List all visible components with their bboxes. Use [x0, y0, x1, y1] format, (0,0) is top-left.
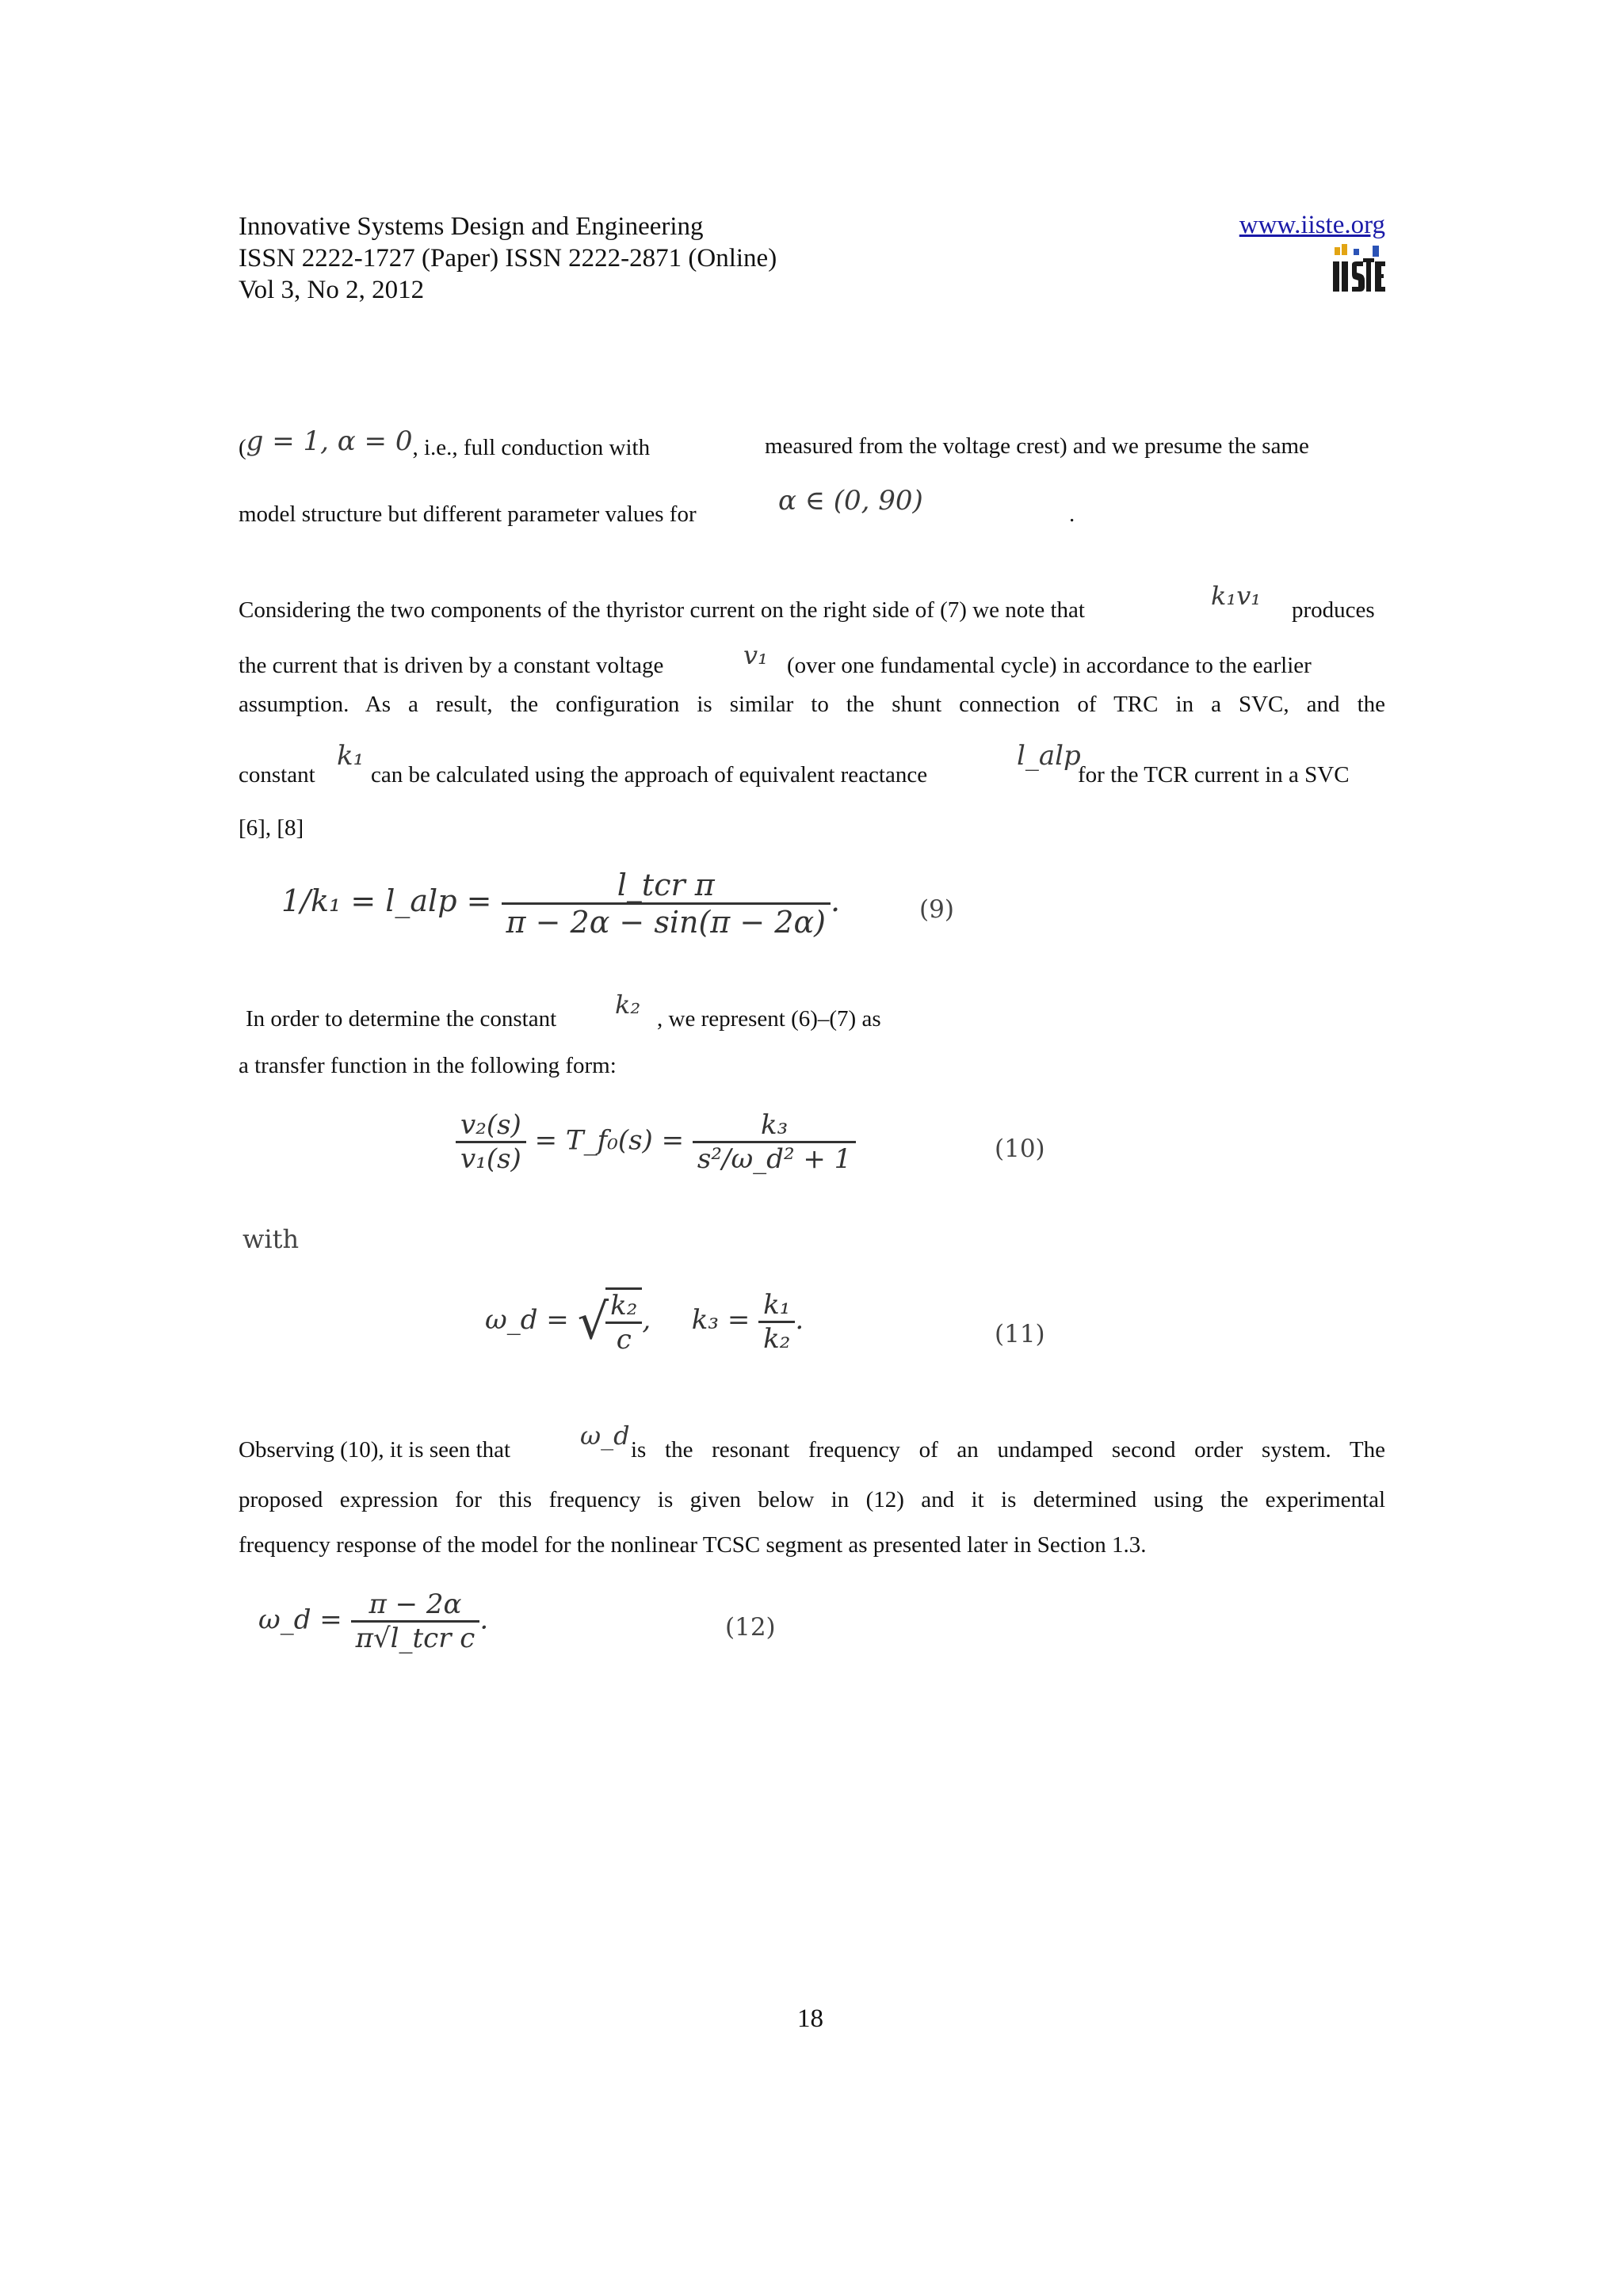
line-text-continued: measured from the voltage crest) and we presume the same	[765, 433, 1309, 459]
equation-11	[485, 1287, 804, 1356]
inline-math: k₁v₁	[1211, 581, 1262, 611]
line-text: a transfer function in the following form:	[239, 1053, 617, 1078]
inline-math: k₁	[337, 740, 365, 772]
journal-title: Innovative Systems Design and Engineering	[239, 212, 704, 241]
eq12-den-pi: π	[355, 1623, 373, 1654]
inline-math: g = 1, α = 0	[246, 425, 413, 457]
line-text: model structure but different parameter values for	[239, 502, 697, 527]
inline-math: α ∈ (0, 90)	[778, 485, 923, 517]
line-text: assumption. As a result, the configuration is similar to the shunt connection of TRC in a SVC, and the	[239, 692, 1385, 717]
eq9-fraction	[502, 868, 831, 940]
eq11-tail: .	[795, 1304, 804, 1336]
page-number: 18	[797, 2004, 823, 2033]
line-text: Observing (10), it is seen that	[239, 1437, 511, 1463]
line-end: .	[1069, 502, 1075, 527]
equation-11-label: (11)	[995, 1320, 1045, 1348]
eq12-denominator	[351, 1623, 480, 1654]
eq9-tail: .	[830, 883, 841, 918]
equation-12	[258, 1589, 488, 1654]
line-text: can be calculated using the approach of equivalent reactance	[371, 762, 928, 788]
line-text: , i.e., full conduction with	[412, 435, 651, 460]
eq9-lhs: 1/k₁ = l_alp =	[281, 883, 492, 918]
journal-url-link[interactable]: www.iiste.org	[1239, 211, 1385, 239]
paren-open: (	[239, 435, 246, 460]
eq10-rhs-denominator: s²/ω_d² + 1	[697, 1143, 852, 1175]
eq11-sqrt-numerator: k₂	[605, 1290, 642, 1324]
eq10-rhs-fraction	[693, 1109, 856, 1175]
eq11-sqrt-denominator: c	[616, 1324, 632, 1356]
eq10-lhs-fraction	[456, 1109, 526, 1175]
equation-12-label: (12)	[725, 1613, 776, 1642]
paragraph-line	[239, 425, 651, 463]
inline-math: l_alp	[1017, 740, 1081, 772]
line-text: In order to determine the constant	[246, 1006, 557, 1032]
eq11-k3-numerator: k₁	[758, 1289, 795, 1323]
eq9-numerator: l_tcr π	[502, 868, 831, 905]
line-end: for the TCR current in a SVC	[1078, 762, 1350, 788]
eq9-denominator: π − 2α − sin(π − 2α)	[506, 905, 826, 940]
issn-line: ISSN 2222-1727 (Paper) ISSN 2222-2871 (Online)	[239, 244, 777, 273]
line-end: , we represent (6)–(7) as	[657, 1006, 881, 1032]
equation-9-label: (9)	[919, 895, 954, 924]
line-text: Considering the two components of the thyristor current on the right side of (7) we note that	[239, 597, 1085, 623]
line-end: produces	[1292, 597, 1375, 623]
sqrt-sign: √	[577, 1292, 609, 1351]
line-end: is the resonant frequency of an undamped second order system. The	[631, 1437, 1385, 1463]
equation-10-label: (10)	[995, 1135, 1045, 1163]
eq10-lhs-denominator: v₁(s)	[460, 1143, 521, 1175]
inline-math: v₁	[743, 640, 768, 670]
equation-9	[281, 868, 840, 940]
inline-math: k₂	[615, 990, 641, 1020]
eq11-k3: k₃ =	[691, 1304, 750, 1336]
eq12-tail: .	[479, 1604, 489, 1636]
eq12-fraction	[351, 1589, 480, 1654]
equation-10	[456, 1109, 856, 1175]
eq11-k3-denominator: k₂	[763, 1322, 791, 1355]
eq11-sqrt-fraction	[605, 1287, 642, 1356]
eq12-den-sqrt: l_tcr c	[390, 1623, 475, 1654]
eq10-middle: = T_f₀(s) =	[534, 1124, 685, 1157]
iiste-logo	[1331, 242, 1385, 295]
eq11-k3-fraction	[758, 1289, 795, 1355]
sqrt-sign: √	[372, 1623, 391, 1654]
line-text: constant	[239, 762, 315, 788]
volume-line: Vol 3, No 2, 2012	[239, 276, 425, 304]
eq10-rhs-numerator: k₃	[693, 1109, 856, 1143]
line-text: the current that is driven by a constant voltage	[239, 653, 664, 678]
line-end: (over one fundamental cycle) in accordance to the earlier	[787, 653, 1312, 678]
eq12-lhs: ω_d =	[258, 1604, 342, 1636]
line-text: proposed expression for this frequency is given below in (12) and it is determined using the experimental	[239, 1487, 1385, 1512]
eq12-numerator: π − 2α	[351, 1589, 480, 1623]
eq11-comma: ,	[642, 1304, 651, 1336]
eq10-lhs-numerator: v₂(s)	[456, 1109, 526, 1143]
eq11-lhs: ω_d =	[485, 1304, 569, 1336]
inline-math: ω_d	[580, 1421, 630, 1451]
line-text: [6], [8]	[239, 815, 304, 841]
with-word: with	[242, 1224, 300, 1254]
line-text: frequency response of the model for the nonlinear TCSC segment as presented later in Section 1.3.	[239, 1532, 1147, 1558]
